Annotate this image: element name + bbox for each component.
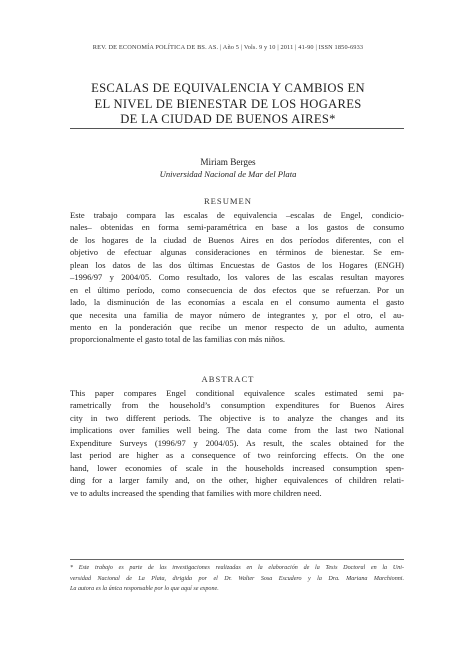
resumen-body xyxy=(70,209,404,346)
abstract-line: last period are higher as a consequence of two reinforcing effects. On the one xyxy=(70,450,404,461)
footnote-line: La autora es la única responsable por lo que aquí se expone. xyxy=(70,586,219,593)
footnote-line: * Este trabajo es parte de las investigaciones realizadas en la elaboración de la Tesis Doctoral en la Uni- xyxy=(70,565,404,571)
title-divider xyxy=(70,128,404,129)
abstract-line: Expenditure Surveys (1996/97 y 2004/05). As result, the scales obtained for the xyxy=(70,437,404,448)
resumen-line: de los hogares de la ciudad de Buenos Aires en dos períodos diferentes, con el xyxy=(70,234,404,245)
abstract-line: implications over families well being. The data come from the last two National xyxy=(70,425,404,436)
resumen-line: que necesita una familia de mayor número de integrantes y, por el otro, el au- xyxy=(70,309,404,320)
author-affiliation: Universidad Nacional de Mar del Plata xyxy=(159,169,297,179)
running-header: REV. DE ECONOMÍA POLÍTICA DE BS. AS. | Año 5 | Vols. 9 y 10 | 2011 | 41-90 | ISSN 1850-6933 xyxy=(92,44,364,51)
resumen-line: –1996/97 y 2004/05. Como resultado, los valores de las escalas resultan mayores xyxy=(70,272,404,283)
author-name: Miriam Berges xyxy=(200,157,256,167)
abstract-body xyxy=(70,387,404,499)
resumen-line: Este trabajo compara las escalas de equivalencia –escalas de Engel, condicio- xyxy=(70,210,404,220)
article-title xyxy=(40,81,416,128)
footnote-divider xyxy=(70,559,404,560)
abstract-line: ding for a larger family and, on the other, higher equivalences of children relati- xyxy=(70,475,404,486)
resumen-line: proporcionalmente el gasto total de las familias con más niños. xyxy=(70,334,286,345)
resumen-heading: RESUMEN xyxy=(203,196,253,206)
footnote xyxy=(70,563,404,595)
title-line: DE LA CIUDAD DE BUENOS AIRES* xyxy=(120,112,336,127)
footnote-line: versidad Nacional de La Plata, dirigida por el Dr. Walter Sosa Escudero y la Dra. Mariana Marchionni. xyxy=(70,575,404,582)
resumen-line: plean los datos de las dos últimas Encuestas de Gastos de los Hogares (ENGH) xyxy=(70,259,404,270)
abstract-line: city in two different periods. The objective is to analyze the changes and its xyxy=(70,412,404,423)
abstract-line: hand, lower economies of scale in the households increased consumption spen- xyxy=(70,462,404,473)
title-line: ESCALAS DE EQUIVALENCIA Y CAMBIOS EN xyxy=(91,81,365,95)
resumen-line: objetivo de efectuar algunas consideraciones en términos de bienestar. Se em- xyxy=(70,247,404,258)
abstract-line: rametrically from the household’s consumption expenditures for Buenos Aires xyxy=(70,400,404,411)
abstract-heading: ABSTRACT xyxy=(201,374,255,384)
resumen-line: nales– obtenidas en forma semi-paramétrica en base a los gastos de consumo xyxy=(70,222,404,233)
abstract-line: ve to adults increased the spending that families with more children need. xyxy=(70,487,322,498)
abstract-line: This paper compares Engel conditional equivalence scales estimated semi pa- xyxy=(70,388,404,398)
resumen-line: en el último período, como consecuencia de dos efectos que se refuerzan. Por un xyxy=(70,284,404,295)
title-line: EL NIVEL DE BIENESTAR DE LOS HOGARES xyxy=(94,96,362,111)
resumen-line: lado, la disminución de las economías a escala en el consumo aumenta el gasto xyxy=(70,297,404,308)
resumen-line: mento en la ponderación que recibe un menor respecto de un adulto, aumenta xyxy=(70,321,404,332)
